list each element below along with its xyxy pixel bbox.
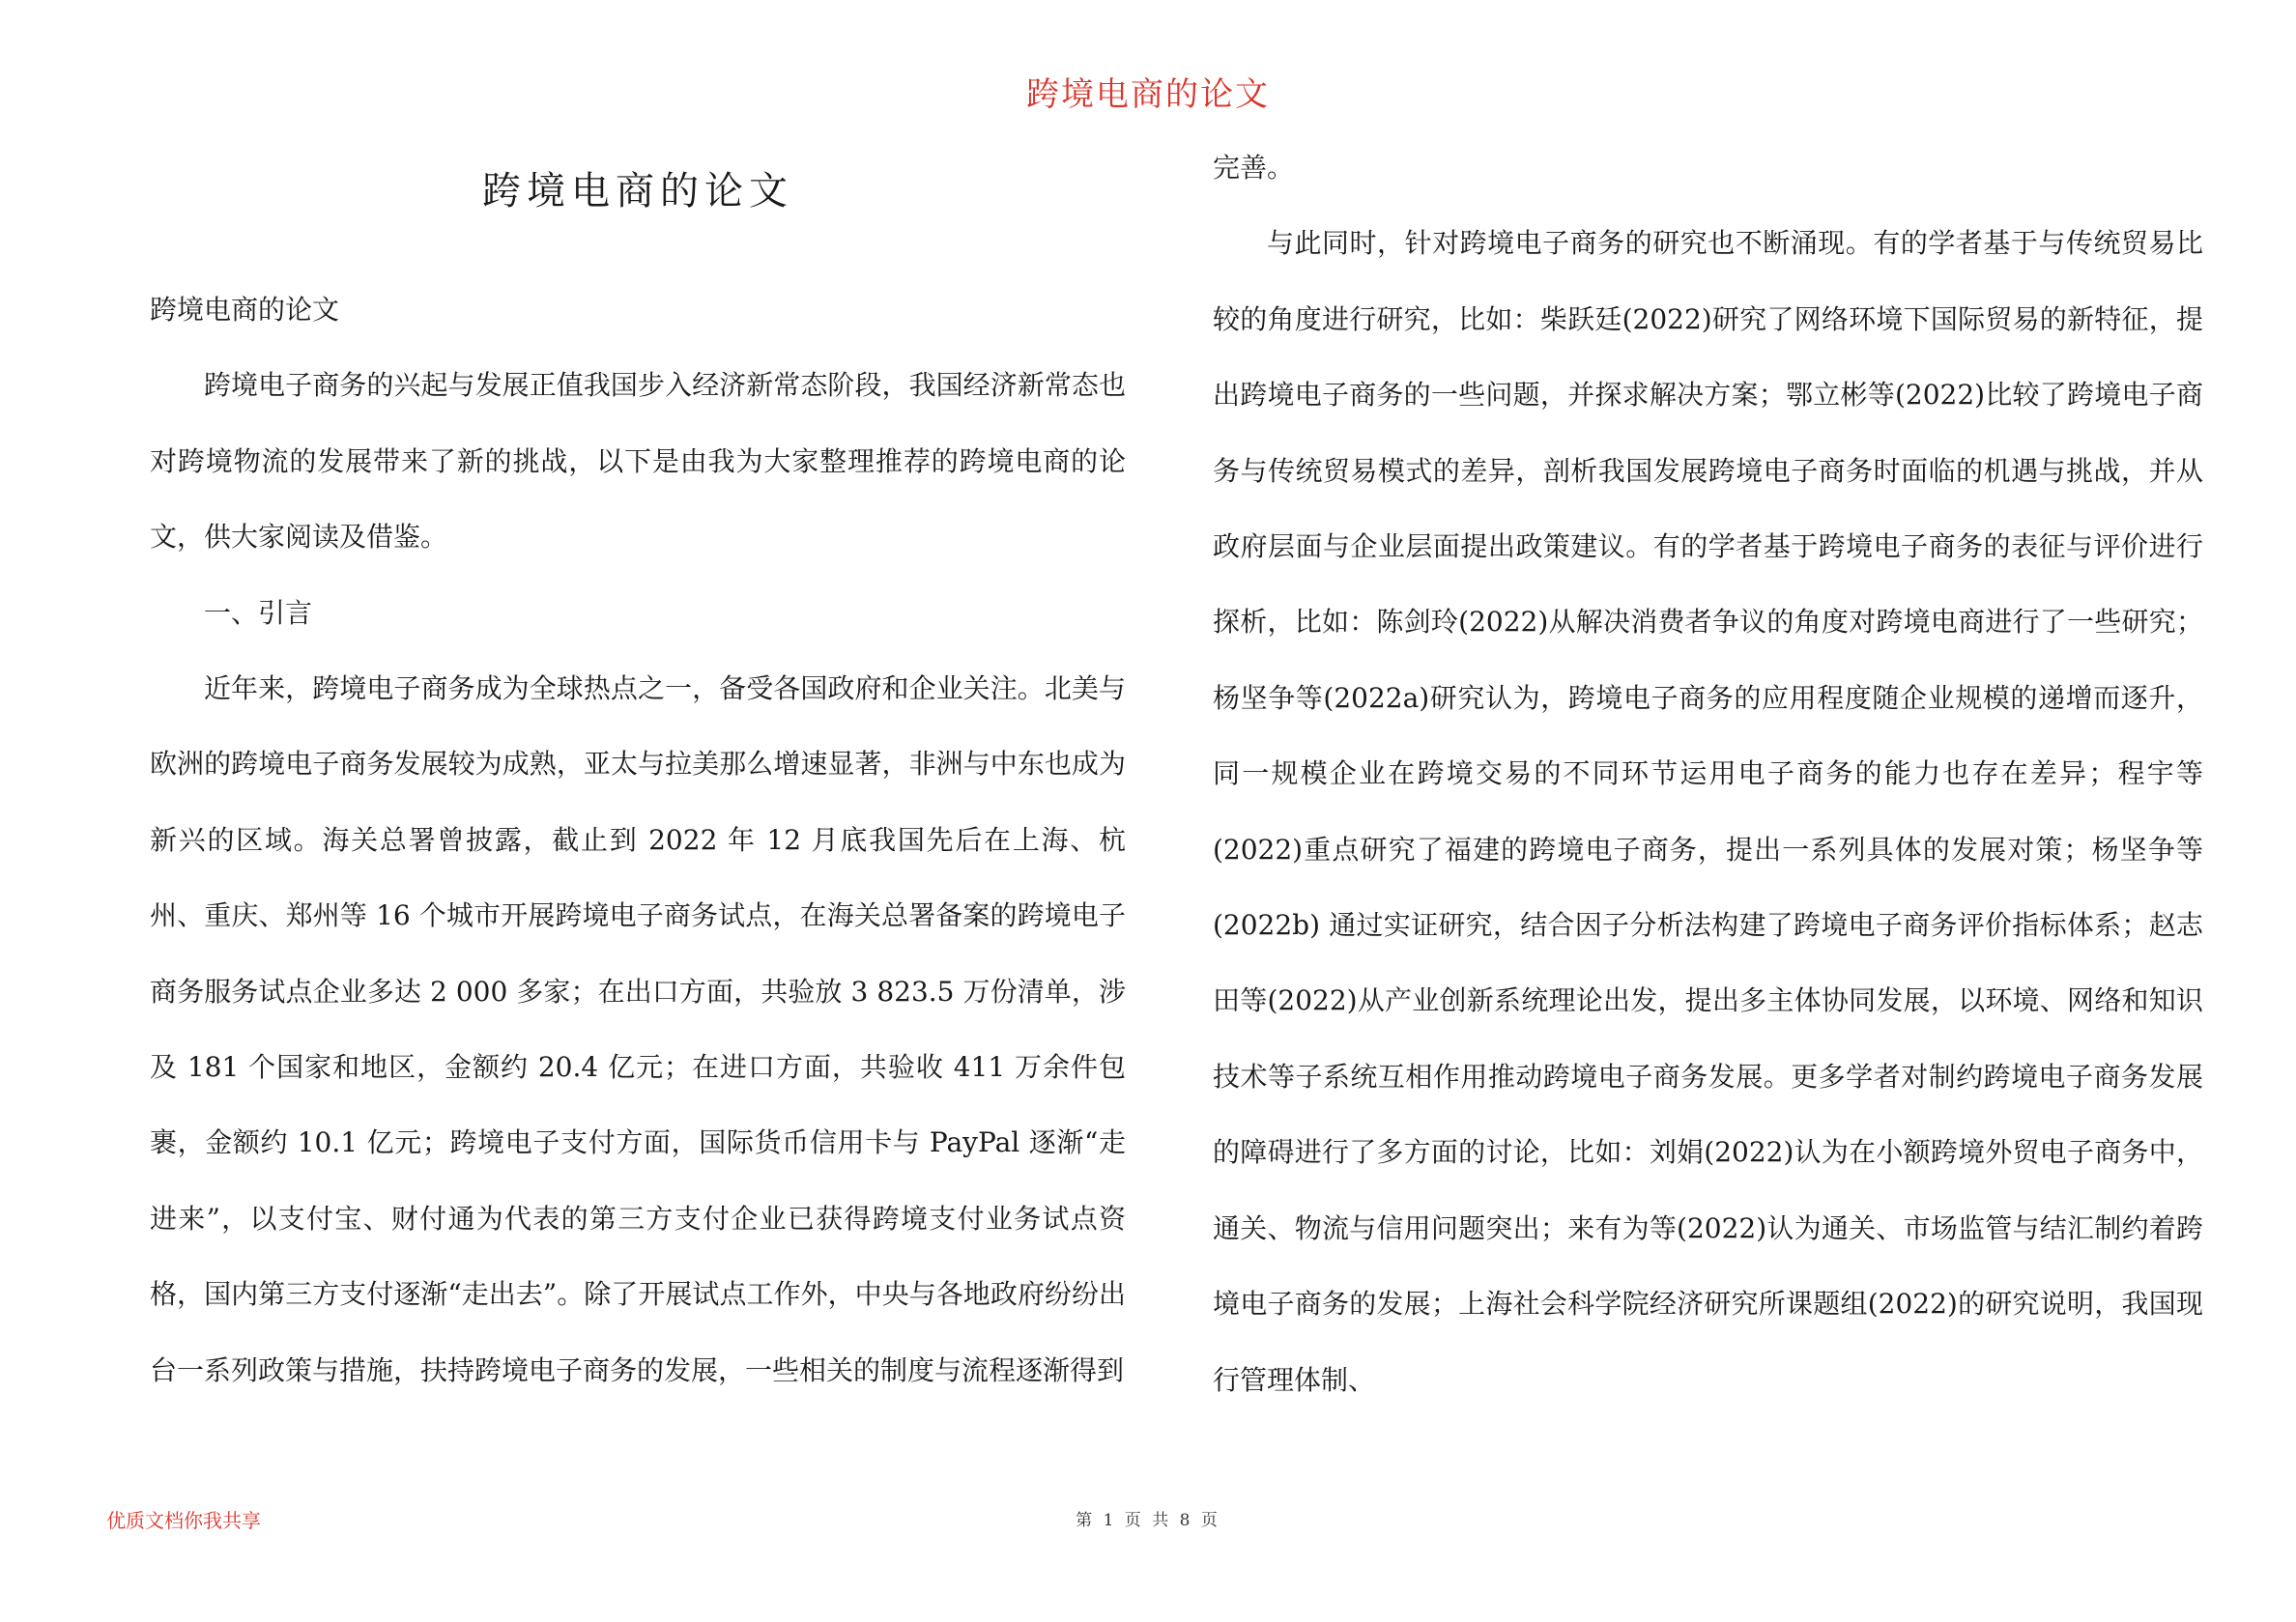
body-paragraph-right: 与此同时，针对跨境电子商务的研究也不断涌现。有的学者基于与传统贸易比较的角度进行研究，比如：柴跃廷(2022)研究了网络环境下国际贸易的新特征，提出跨境电子商务的一些问题，并探求解决方案；鄂立彬等(2022)比较了跨境电子商务与传统贸易模式的差异，剖析我国发展跨境电子商务时面临的机遇与挑战，并从政府层面与企业层面提出政策建议。有的学者基于跨境电子商务的表征与评价进行探析，比如：陈剑玲(2022)从解决消费者争议的角度对跨境电商进行了一些研究；杨坚争等(2022a)研究认为，跨境电子商务的应用程度随企业规模的递增而逐升，同一规模企业在跨境交易的不同环节运用电子商务的能力也存在差异；程宇等(2022)重点研究了福建的跨境电子商务，提出一系列具体的发展对策；杨坚争等(2022b) 通过实证研究，结合因子分析法构建了跨境电子商务评价指标体系；赵志田等(2022)从产业创新系统理论出发，提出多主体协同发展，以环境、网络和知识技术等子系统互相作用推动跨境电子商务发展。更多学者对制约跨境电子商务发展的障碍进行了多方面的讨论，比如：刘娟(2022)认为在小额跨境外贸电子商务中，通关、物流与信用问题突出；来有为等(2022)认为通关、市场监管与结汇制约着跨境电子商务的发展；上海社会科学院经济研究所课题组(2022)的研究说明，我国现行管理体制、 xyxy=(1213,227,2203,1396)
left-column xyxy=(150,272,1126,1409)
continued-paragraph: 完善。 xyxy=(1213,152,1295,184)
section-heading: 一、引言 xyxy=(204,596,313,629)
right-column xyxy=(1213,130,2203,1418)
document-title: 跨境电商的论文 xyxy=(482,169,793,213)
header-title: 跨境电商的论文 xyxy=(1026,75,1270,114)
intro-paragraph: 跨境电子商务的兴起与发展正值我国步入经济新常态阶段，我国经济新常态也对跨境物流的发展带来了新的挑战，以下是由我为大家整理推荐的跨境电商的论文，供大家阅读及借鉴。 xyxy=(150,369,1126,554)
page-indicator: 第 1 页 共 8 页 xyxy=(1076,1511,1220,1530)
document-subtitle: 跨境电商的论文 xyxy=(150,294,340,326)
body-paragraph-left: 近年来，跨境电子商务成为全球热点之一，备受各国政府和企业关注。北美与欧洲的跨境电子商务发展较为成熟，亚太与拉美那么增速显著，非洲与中东也成为新兴的区域。海关总署曾披露，截止到 2022 年 12 月底我国先后在上海、杭州、重庆、郑州等 16 个城市开展跨境电子商务试点，在海关总署备案的跨境电子商务服务试点企业多达 2 000 多家；在出口方面，共验放 3 823.5 万份清单，涉及 181 个国家和地区，金额约 20.4 亿元；在进口方面，共验收 411 万余件包裹，金额约 10.1 亿元；跨境电子支付方面，国际货币信用卡与 PayPal 逐渐“走进来”，以支付宝、财付通为代表的第三方支付企业已获得跨境支付业务试点资格，国内第三方支付逐渐“走出去”。除了开展试点工作外，中央与各地政府纷纷出台一系列政策与措施，扶持跨境电子商务的发展，一些相关的制度与流程逐渐得到 xyxy=(150,672,1126,1386)
footer-watermark-text: 优质文档你我共享 xyxy=(106,1509,261,1532)
